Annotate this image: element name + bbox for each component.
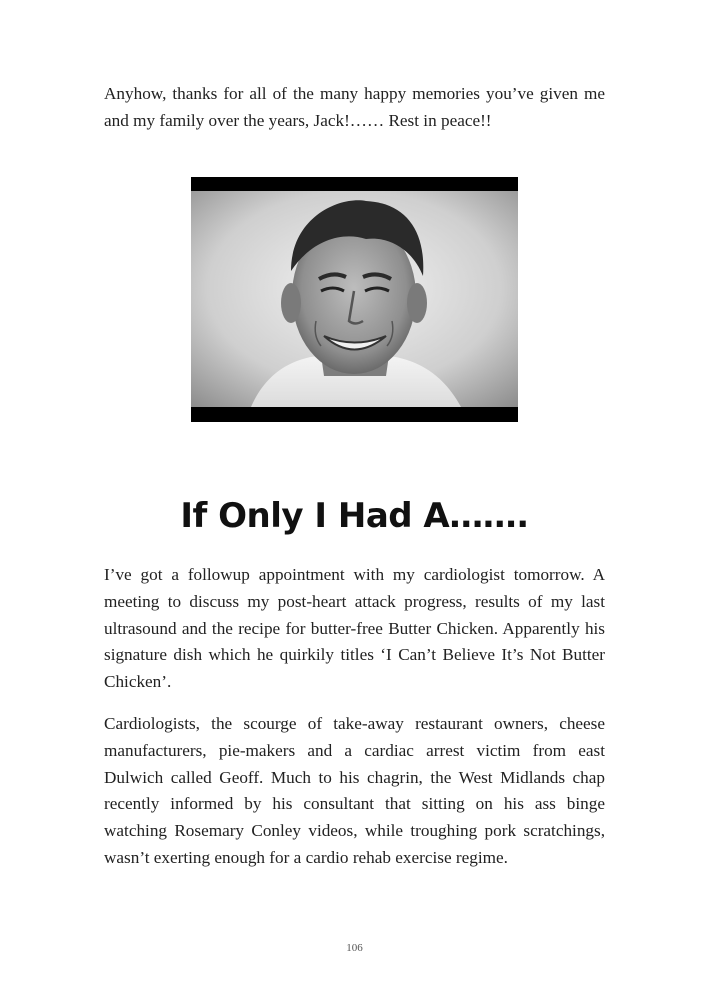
intro-paragraph: Anyhow, thanks for all of the many happy memories you’ve given me and my family over the years, Jack!…… Rest in peace!! (104, 84, 605, 130)
page-number: 106 (346, 942, 363, 954)
body-paragraph: I’ve got a followup appointment with my cardiologist tomorrow. A meeting to discuss my post-heart attack progress, results of my last ultrasound and the recipe for butter-free Butter Chicken. Apparently his signature dish which he quirkily titles ‘I Can’t Believe It’s Not Butter Chicken’. (104, 565, 605, 692)
portrait-image (191, 191, 518, 407)
portrait-photo (191, 177, 518, 422)
chapter-title: If Only I Had A……. (180, 496, 529, 536)
body-paragraph: Cardiologists, the scourge of take-away restaurant owners, cheese manufacturers, pie-makers and a cardiac arrest victim from east Dulwich called Geoff. Much to his chagrin, the West Midlands chap recently informed by his consultant that sitting on his ass binge watching Rosemary Conley videos, while troughing pork scratchings, wasn’t exerting enough for a cardio rehab exercise regime. (104, 714, 605, 867)
